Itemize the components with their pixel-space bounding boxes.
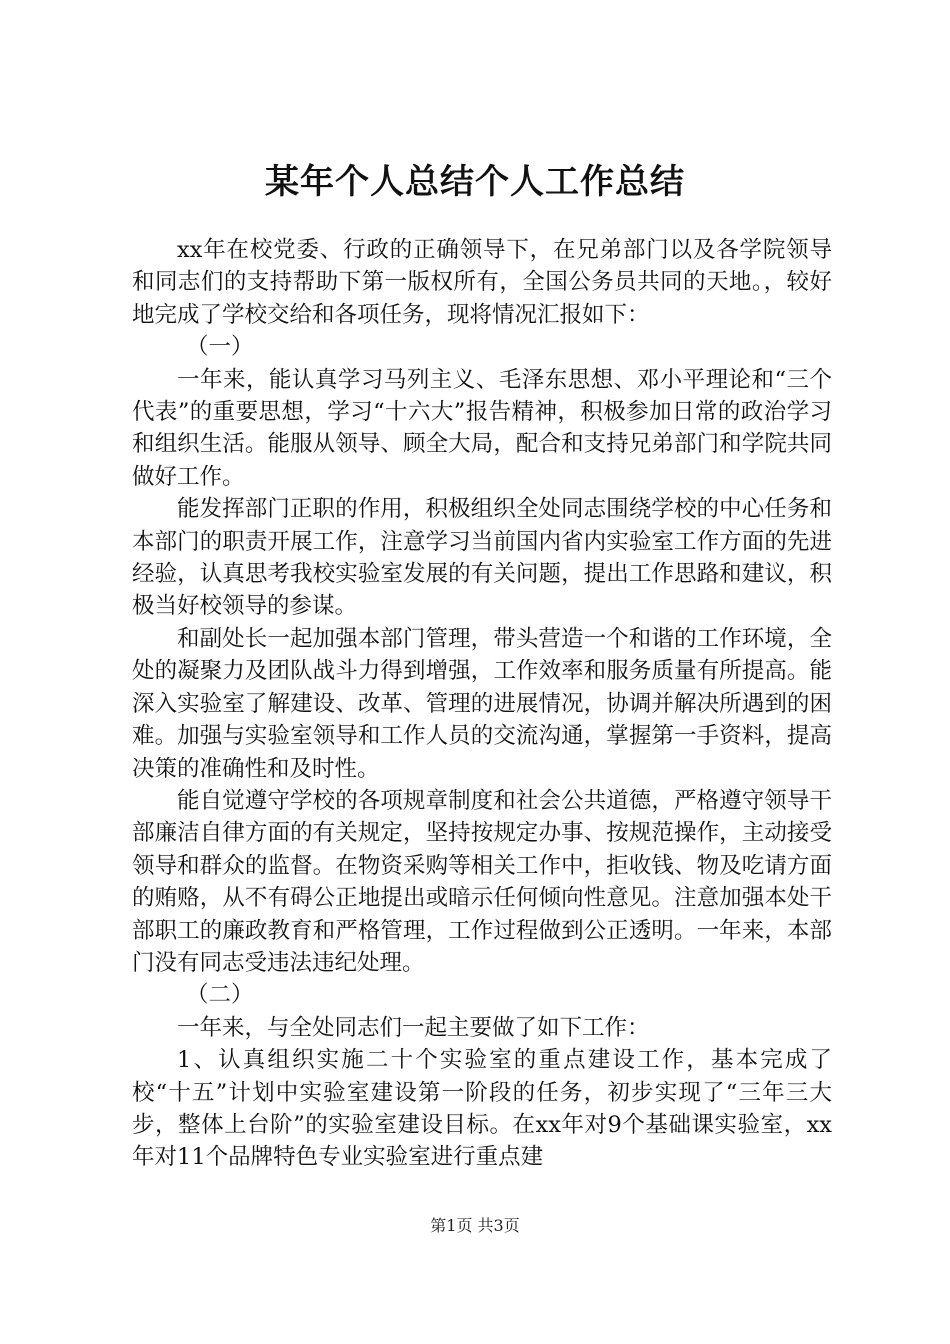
paragraph-intro: xx年在校党委、行政的正确领导下，在兄弟部门以及各学院领导和同志们的支持帮助下第一版权所有，全国公务员共同的天地。，较好地完成了学校交给和各项任务，现将情况汇报如下： — [132, 237, 832, 328]
paragraph-management: 和副处长一起加强本部门管理，带头营造一个和谐的工作环境，全处的凝聚力及团队战斗力得到增强，工作效率和服务质量有所提高。能深入实验室了解建设、改革、管理的进展情况，协调并解决所遇到的困难。加强与实验室领导和工作人员的交流沟通，掌握第一手资料，提高决策的准确性和及时性。 — [132, 625, 832, 782]
section-heading-2: （二） — [186, 982, 254, 1009]
paragraph-study: 一年来，能认真学习马列主义、毛泽东思想、邓小平理论和“三个代表”的重要思想，学习“十六大”报告精神，积极参加日常的政治学习和组织生活。能服从领导、顾全大局，配合和支持兄弟部门和学院共同做好工作。 — [132, 366, 832, 490]
section-heading-1: （一） — [186, 334, 254, 361]
paragraph-integrity: 能自觉遵守学校的各项规章制度和社会公共道德，严格遵守领导干部廉洁自律方面的有关规定，坚持按规定办事、按规范操作，主动接受领导和群众的监督。在物资采购等相关工作中，拒收钱、物及吃请方面的贿赂，从不有碍公正地提出或暗示任何倾向性意见。注意加强本处干部职工的廉政教育和严格管理，工作过程做到公正透明。一年来，本部门没有同志受违法违纪处理。 — [132, 787, 832, 976]
document-body — [132, 234, 832, 1174]
document-title: 某年个人总结个人工作总结 — [265, 162, 685, 202]
paragraph-work-item-1: 1、认真组织实施二十个实验室的重点建设工作，基本完成了校“十五”计划中实验室建设第一阶段的任务，初步实现了“三年三大步，整体上台阶”的实验室建设目标。在xx年对9个基础课实验室，xx年对11个品牌特色专业实验室进行重点建 — [132, 1047, 832, 1171]
paragraph-role: 能发挥部门正职的作用，积极组织全处同志围绕学校的中心任务和本部门的职责开展工作，注意学习当前国内省内实验室工作方面的先进经验，认真思考我校实验室发展的有关问题，提出工作思路和建议，积极当好校领导的参谋。 — [132, 496, 832, 620]
paragraph-work-intro: 一年来，与全处同志们一起主要做了如下工作： — [177, 1014, 650, 1041]
page-number-footer: 第1页 共3页 — [430, 1216, 520, 1235]
